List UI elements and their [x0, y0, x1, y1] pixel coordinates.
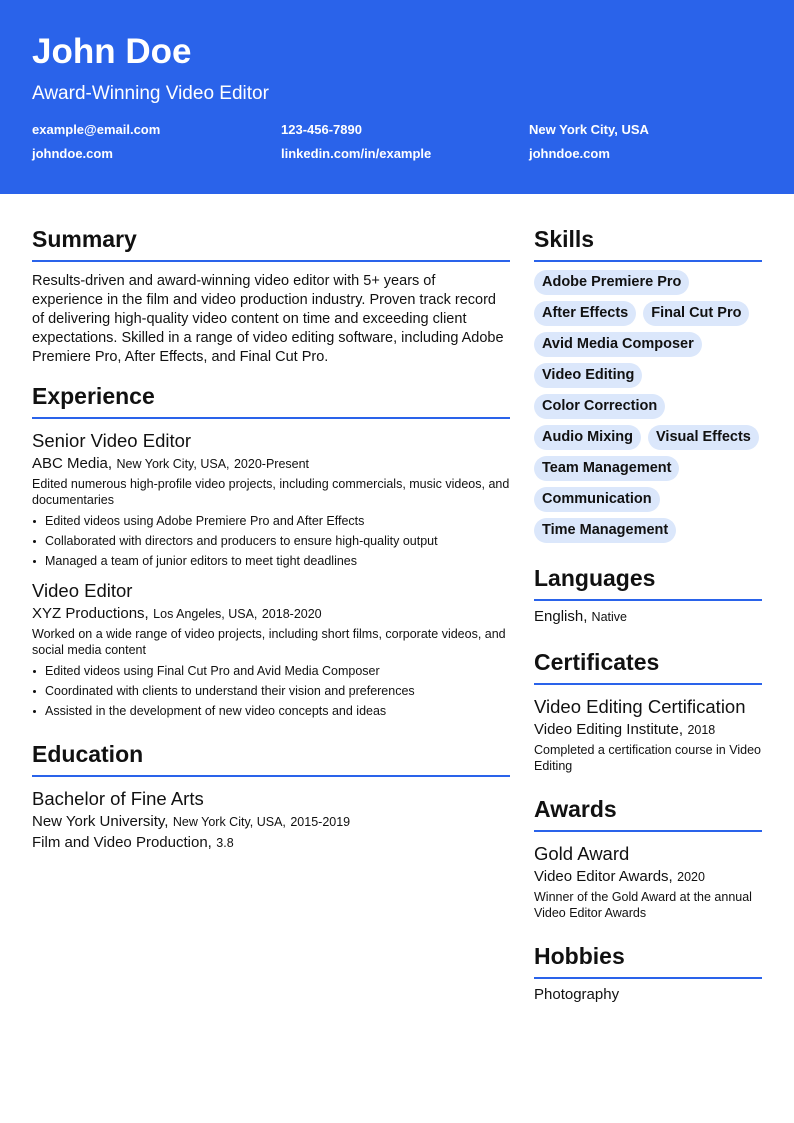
certificate-year: 2018 — [687, 723, 716, 737]
hobbies-section — [534, 939, 762, 1005]
job-dates: 2018-2020 — [261, 607, 322, 621]
job-bullet: Assisted in the development of new video concepts and ideas — [32, 701, 510, 721]
skill-chip: Video Editing — [534, 363, 642, 388]
linkedin-link[interactable]: linkedin.com/in/example — [281, 146, 432, 161]
skill-chip: After Effects — [534, 301, 636, 326]
language-level: Native — [591, 610, 627, 624]
job-bullets — [32, 661, 510, 721]
skill-chip: Team Management — [534, 456, 679, 481]
hobbies-heading: Hobbies — [534, 943, 625, 969]
job-location: Los Angeles, USA, — [153, 607, 258, 621]
degree-title: Bachelor of Fine Arts — [32, 788, 204, 809]
job-bullets — [32, 511, 510, 571]
section-divider — [534, 683, 762, 685]
school-location: New York City, USA, — [172, 815, 286, 829]
job-dates: 2020-Present — [233, 457, 310, 471]
job-description: Worked on a wide range of video projects, including short films, corporate videos, and social media content — [32, 627, 506, 657]
awards-heading: Awards — [534, 796, 617, 822]
gpa-value: 3.8 — [216, 836, 234, 850]
certificates-heading: Certificates — [534, 649, 660, 675]
resume-header — [0, 0, 794, 194]
hobby-name: Photography — [534, 986, 620, 1003]
main-column — [32, 222, 510, 853]
skills-list — [534, 270, 762, 543]
job-company: ABC Media, — [32, 455, 113, 472]
job-company: XYZ Productions, — [32, 605, 149, 622]
experience-section — [32, 379, 510, 721]
skill-chip: Communication — [534, 487, 660, 512]
job-bullet: Coordinated with clients to understand their vision and preferences — [32, 681, 510, 701]
section-divider — [534, 599, 762, 601]
language-entry — [534, 607, 762, 627]
skill-chip: Avid Media Composer — [534, 332, 702, 357]
skill-chip: Audio Mixing — [534, 425, 641, 450]
job-title: Senior Video Editor — [32, 430, 192, 451]
education-heading: Education — [32, 741, 144, 767]
job-title: Video Editor — [32, 580, 133, 601]
certificate-issuer: Video Editing Institute, — [534, 721, 683, 738]
section-divider — [32, 417, 510, 419]
job-bullet: Edited videos using Final Cut Pro and Avid Media Composer — [32, 661, 510, 681]
award-name: Gold Award — [534, 843, 630, 864]
field-of-study: Film and Video Production, — [32, 834, 212, 851]
hobby-item — [534, 985, 762, 1005]
side-column — [534, 222, 762, 1005]
awards-section — [534, 792, 762, 921]
skill-chip: Visual Effects — [648, 425, 759, 450]
award-year: 2020 — [677, 870, 705, 884]
website-link-secondary[interactable]: johndoe.com — [529, 146, 610, 161]
award-description: Winner of the Gold Award at the annual Video Editor Awards — [534, 890, 752, 920]
job-description: Edited numerous high-profile video projects, including commercials, music videos, and documentaries — [32, 477, 510, 507]
job-bullet: Collaborated with directors and producers to ensure high-quality output — [32, 531, 510, 551]
job-meta — [32, 604, 510, 624]
location-text: New York City, USA — [529, 122, 649, 137]
skill-chip: Adobe Premiere Pro — [534, 270, 689, 295]
award-issuer: Video Editor Awards, — [534, 868, 673, 885]
summary-section — [32, 222, 510, 367]
section-divider — [32, 775, 510, 777]
languages-heading: Languages — [534, 565, 656, 591]
skills-heading: Skills — [534, 226, 595, 252]
job-entry — [32, 429, 510, 571]
phone-number[interactable]: 123-456-7890 — [281, 122, 362, 137]
education-section — [32, 737, 510, 853]
languages-section — [534, 561, 762, 627]
section-divider — [534, 977, 762, 979]
job-meta — [32, 454, 510, 474]
job-location: New York City, USA, — [116, 457, 230, 471]
section-divider — [534, 830, 762, 832]
job-entry — [32, 579, 510, 721]
certificate-description: Completed a certification course in Video Editing — [534, 743, 761, 773]
section-divider — [534, 260, 762, 262]
skill-chip: Time Management — [534, 518, 676, 543]
award-meta — [534, 867, 762, 887]
job-bullet: Edited videos using Adobe Premiere Pro and After Effects — [32, 511, 510, 531]
candidate-headline: Award-Winning Video Editor — [32, 83, 269, 104]
education-dates: 2015-2019 — [290, 815, 351, 829]
website-link[interactable]: johndoe.com — [32, 146, 113, 161]
section-divider — [32, 260, 510, 262]
certificate-name: Video Editing Certification — [534, 696, 746, 717]
candidate-name: John Doe — [32, 32, 192, 71]
summary-text: Results-driven and award-winning video editor with 5+ years of experience in the film and video production industry. Proven track record of delivering high-quality video content on time and exceeding client expectations. Skilled in a range of video editing software, including Adobe Premiere Pro, After Effects, and Final Cut Pro. — [32, 273, 504, 365]
certificate-meta — [534, 720, 762, 740]
email-link[interactable]: example@email.com — [32, 122, 161, 137]
summary-heading: Summary — [32, 226, 137, 252]
skills-section — [534, 222, 762, 543]
skill-chip: Color Correction — [534, 394, 665, 419]
job-bullet: Managed a team of junior editors to meet tight deadlines — [32, 551, 510, 571]
language-name: English, — [534, 608, 588, 625]
certificates-section — [534, 645, 762, 774]
education-field-line — [32, 833, 510, 853]
skill-chip: Final Cut Pro — [643, 301, 749, 326]
education-meta — [32, 812, 510, 832]
school-name: New York University, — [32, 813, 169, 830]
experience-heading: Experience — [32, 383, 155, 409]
